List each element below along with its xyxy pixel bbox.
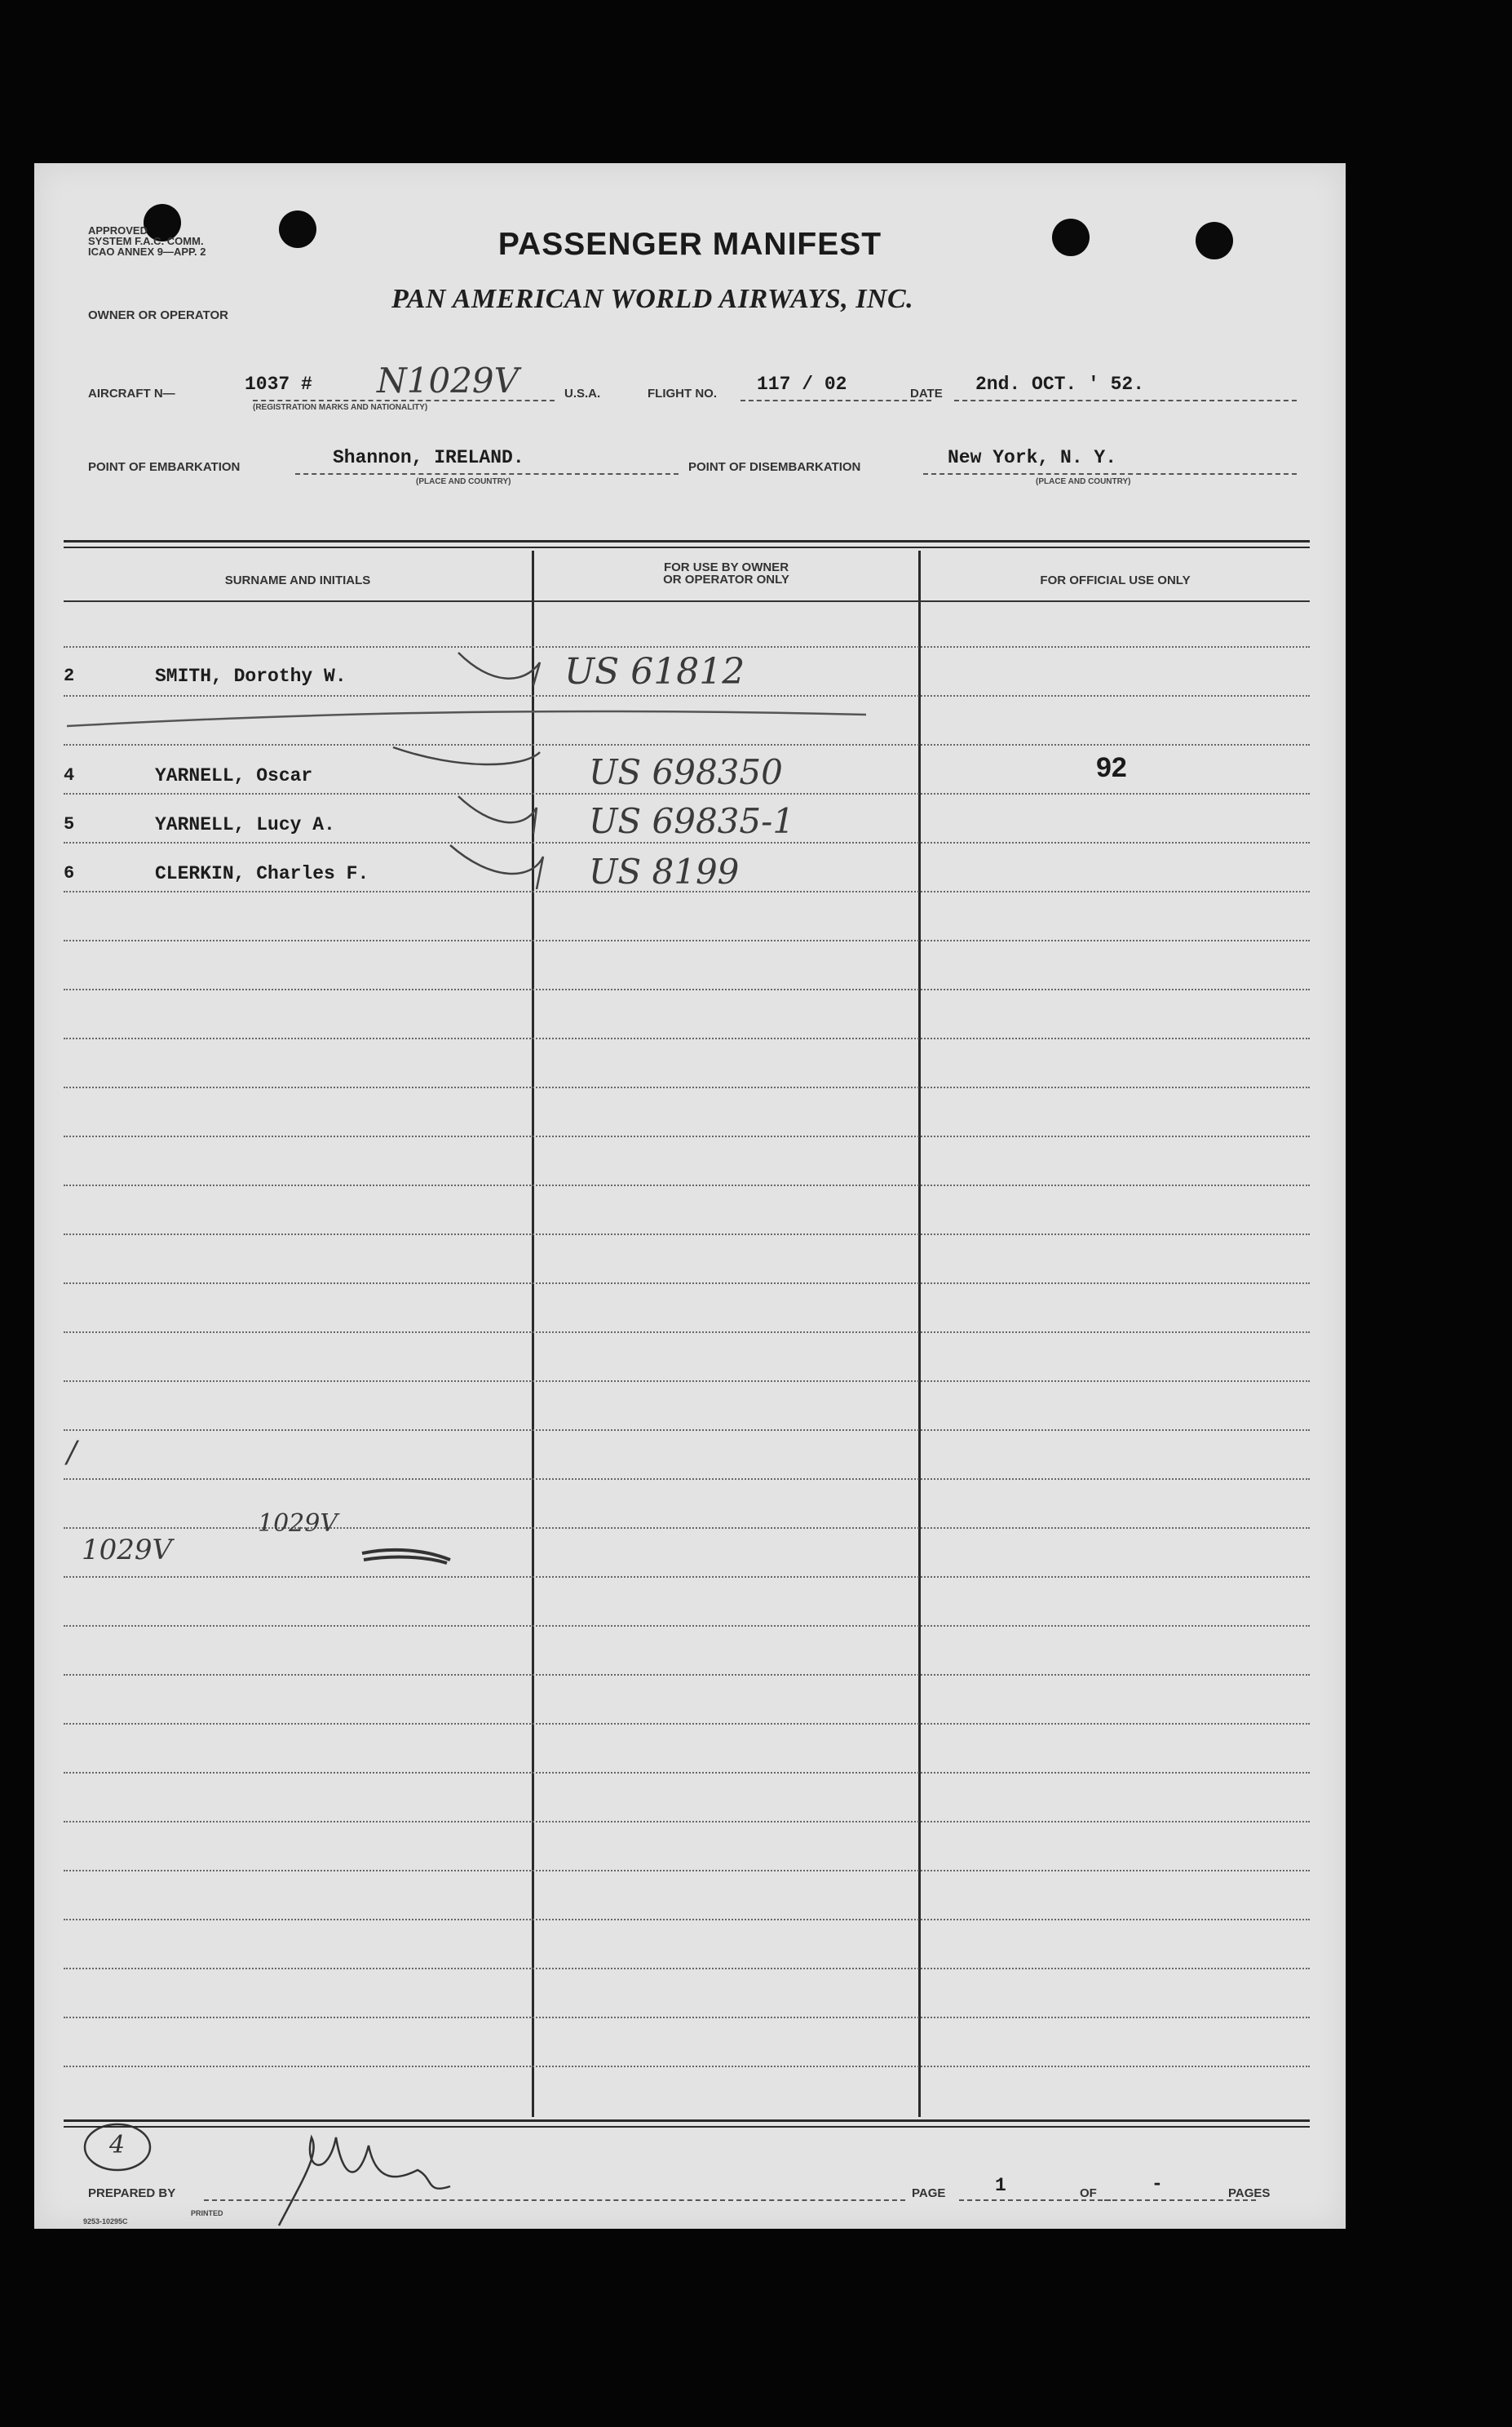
pages-label: PAGES [1228, 2186, 1271, 2200]
aircraft-typed: 1037 # [245, 374, 312, 395]
row-number: 6 [64, 863, 75, 884]
strike-line [67, 711, 866, 726]
aircraft-handwritten: N1029V [377, 361, 519, 401]
passenger-passport: US 698350 [589, 752, 783, 792]
of-label: OF [1080, 2186, 1097, 2200]
page-title: PASSENGER MANIFEST [497, 227, 882, 262]
margin-note: 1029V [258, 1509, 338, 1538]
margin-note: 1029V [82, 1534, 173, 1566]
column-header-line: FOR USE BY OWNER [663, 560, 789, 574]
flight-value: 117 / 02 [757, 374, 847, 395]
column-header-surname: SURNAME AND INITIALS [224, 574, 371, 587]
approval-line: SYSTEM F.A.C. COMM. [88, 235, 204, 247]
disembark-value: New York, N. Y. [948, 447, 1117, 468]
owner-label: OWNER OR OPERATOR [88, 308, 228, 322]
passenger-passport: US 69835-1 [589, 801, 795, 841]
check-mark [393, 747, 540, 764]
embark-caption: (PLACE AND COUNTRY) [416, 477, 511, 486]
approval-line: APPROVED [88, 224, 148, 237]
owner-value: PAN AMERICAN WORLD AIRWAYS, INC. [391, 284, 914, 314]
form-number: 9253-10295C [83, 2217, 128, 2225]
table-bottom-rule-2 [64, 2126, 1310, 2128]
of-value: - [1152, 2173, 1163, 2194]
page-label: PAGE [912, 2186, 946, 2200]
aircraft-caption: (REGISTRATION MARKS AND NATIONALITY) [253, 403, 428, 412]
row-number: 4 [64, 765, 75, 786]
date-value: 2nd. OCT. ' 52. [975, 374, 1145, 395]
column-header-official: FOR OFFICIAL USE ONLY [1040, 574, 1191, 587]
margin-tick: / [67, 1436, 77, 1469]
embark-label: POINT OF EMBARKATION [88, 460, 241, 474]
table-bottom-rule [64, 2119, 1310, 2122]
passenger-passport: US 61812 [564, 651, 745, 693]
row-number: 5 [64, 814, 75, 835]
disembark-caption: (PLACE AND COUNTRY) [1036, 477, 1131, 486]
embark-value: Shannon, IRELAND. [333, 447, 524, 468]
scribble [362, 1550, 450, 1563]
signature [279, 2137, 450, 2225]
country-label: U.S.A. [564, 387, 601, 401]
date-label: DATE [910, 387, 943, 401]
manifest-sheet [34, 163, 1346, 2229]
check-mark [450, 845, 543, 889]
passenger-name: CLERKIN, Charles F. [155, 863, 369, 884]
handwriting-overlay [34, 163, 1346, 2229]
official-use-value: 92 [1096, 752, 1127, 783]
aircraft-label: AIRCRAFT N— [88, 387, 175, 401]
prepared-by-label: PREPARED BY [88, 2186, 176, 2200]
passenger-name: YARNELL, Oscar [155, 765, 313, 786]
page-value: 1 [995, 2175, 1006, 2196]
approval-line: ICAO ANNEX 9—APP. 2 [88, 246, 206, 258]
printed-label: PRINTED [191, 2209, 223, 2217]
passenger-name: SMITH, Dorothy W. [155, 666, 347, 687]
passenger-passport: US 8199 [589, 852, 740, 892]
flight-label: FLIGHT NO. [648, 387, 717, 401]
column-header-line: OR OPERATOR ONLY [663, 573, 789, 587]
passenger-name: YARNELL, Lucy A. [155, 814, 335, 835]
circled-count: 4 [109, 2131, 126, 2159]
check-mark [458, 653, 540, 685]
row-number: 2 [64, 666, 75, 686]
disembark-label: POINT OF DISEMBARKATION [688, 460, 861, 474]
check-mark [458, 796, 537, 834]
